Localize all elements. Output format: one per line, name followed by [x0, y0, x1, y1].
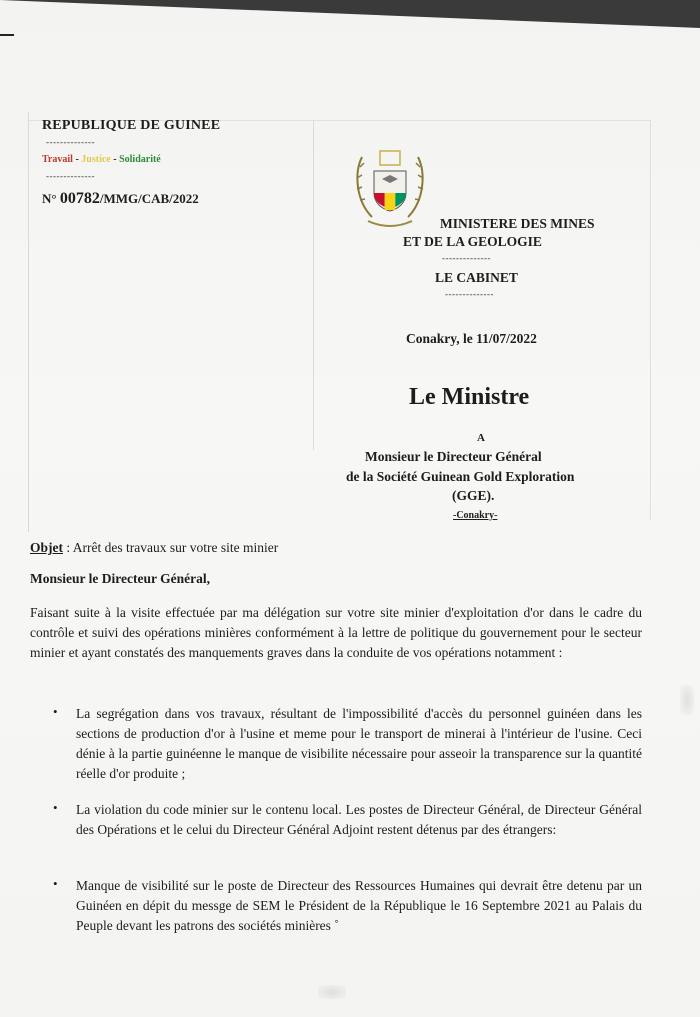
cabinet-heading: LE CABINET: [435, 270, 518, 285]
reference-id: 00782: [59, 190, 100, 207]
motto-separator: -: [110, 154, 120, 165]
list-item: La violation du code minier sur le contenu local. Les postes de Directeur Général, de Directeur Général des Opérations et le celui du Directeur Général Adjoint restent détenus par des étrangers:: [76, 802, 642, 837]
motto-separator: -: [72, 154, 82, 165]
reference-prefix: N°: [42, 191, 57, 206]
reference-suffix: /MMG/CAB/2022: [99, 191, 199, 206]
list-item: Manque de visibilité sur le poste de Directeur des Ressources Humaines qui devrait être detenu par un Guinéen en dépit du messge de SEM le Président de la République le 16 Septembre 2021 au Palais du Peuple devant les patrons des sociétés minières ˚: [76, 878, 642, 933]
recipient-line: de la Société Guinean Gold Exploration: [346, 469, 575, 484]
letter-date: Conakry, le 11/07/2022: [406, 331, 537, 346]
intro-paragraph: Faisant suite à la visite effectuée par ma délégation sur votre site minier d'exploitation d'or dans le cadre du contrôle et suivi des opérations minières conformément à la lettre de politique du gouvernement pour le secteur minier et ayant constatés des manquements graves dans la conduite de vos opérations notamment :: [30, 605, 642, 660]
republic-heading: REPUBLIQUE DE GUINEE: [42, 118, 221, 133]
separator: --------------: [445, 289, 494, 299]
edge-mark: [0, 34, 14, 36]
header-frame-line: [650, 120, 651, 520]
list-item: La segrégation dans vos travaux, résultant de l'impossibilité d'accès du personnel guinéen dans les sections de production d'or à l'usine et meme pour le transport de minerai à l'intérieur de l'usine. Ceci dénie à la partie guinéenne le manque de visibilite nécessaire pour asseoir la transparence sur la quantité réelle d'or produite ;: [76, 706, 642, 781]
page-corner-shadow: [0, 0, 700, 28]
separator: --------------: [46, 137, 95, 147]
bullet-glyph: •: [53, 704, 58, 719]
separator: --------------: [46, 171, 95, 181]
bullet-glyph: •: [53, 800, 58, 815]
subject-label: Objet: [30, 540, 63, 555]
subject-text: : Arrêt des travaux sur votre site minier: [63, 540, 279, 555]
recipient-line: Monsieur le Directeur Général: [365, 449, 542, 464]
header-frame-line: [28, 112, 29, 532]
sender-title: Le Ministre: [409, 384, 530, 410]
ministry-name-line-2: ET DE LA GEOLOGIE: [403, 234, 542, 249]
motto-word: Travail: [42, 154, 73, 165]
salutation: Monsieur le Directeur Général,: [30, 571, 210, 586]
motto-word: Justice: [81, 154, 111, 165]
ministry-name-line-1: MINISTERE DES MINES: [440, 216, 595, 231]
header-frame-line: [313, 120, 314, 450]
bullet-glyph: •: [53, 876, 58, 891]
scan-smudge: [680, 685, 694, 715]
subject-line: [30, 540, 278, 556]
coat-of-arms-icon: [350, 143, 430, 233]
motto-word: Solidarité: [119, 154, 161, 165]
scan-smudge: [318, 985, 346, 999]
national-motto: [42, 154, 161, 165]
recipient-city: -Conakry-: [453, 510, 498, 521]
reference-number: [42, 190, 199, 208]
recipient-prefix: A: [477, 432, 485, 444]
separator: --------------: [442, 253, 491, 263]
recipient-line: (GGE).: [452, 488, 495, 503]
